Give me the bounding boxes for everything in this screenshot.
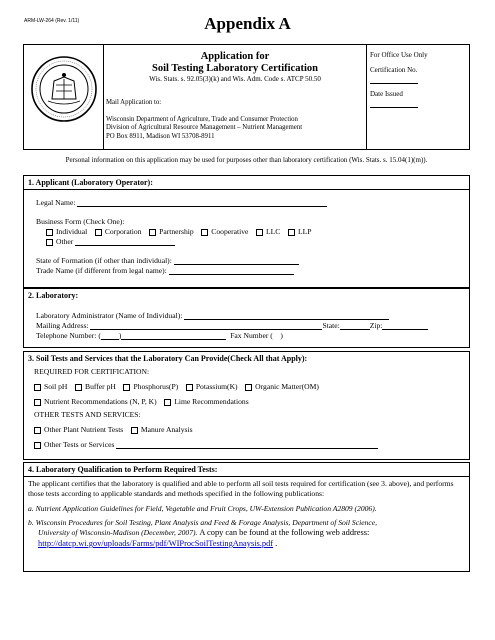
section-soil-tests	[23, 351, 470, 460]
mail-line3: PO Box 8911, Madison WI 53708-8911	[106, 132, 215, 140]
state-seal-icon	[30, 55, 98, 123]
llc-label: LLC	[266, 227, 281, 236]
llp-label: LLP	[297, 227, 312, 236]
section4-title: 4. Laboratory Qualification to Perform Required Tests:	[24, 463, 469, 477]
mail-line1: Wisconsin Department of Agriculture, Trade and Consumer Protection	[106, 115, 298, 123]
corporation-checkbox[interactable]	[95, 229, 102, 236]
lime-rec-checkbox[interactable]	[164, 399, 171, 406]
buffer-ph-label: Buffer pH	[85, 382, 116, 391]
manure-label: Manure Analysis	[140, 425, 193, 434]
mail-label: Mail Application to:	[106, 99, 162, 106]
other-field[interactable]	[75, 237, 175, 246]
mail-line2: Division of Agricultural Resource Management – Nutrient Management	[106, 124, 303, 131]
date-issued-label: Date Issued	[370, 90, 403, 98]
individual-label: Individual	[56, 227, 88, 236]
other-plant-label: Other Plant Nutrient Tests	[44, 425, 124, 434]
administrator-label: Laboratory Administrator (Name of Individual):	[36, 311, 183, 320]
legal-name-label: Legal Name:	[36, 198, 76, 207]
header-box	[23, 44, 470, 150]
cooperative-label: Cooperative	[211, 227, 249, 236]
partnership-label: Partnership	[159, 227, 194, 236]
trade-name-field[interactable]	[169, 266, 294, 275]
section-laboratory: 2. Laboratory: Laboratory Administrator (Name of Individual): Mailing Address: State: Zip: Telephone Number: ( ) Fax Number ( )	[23, 288, 470, 348]
publication-b-line2: University of Wisconsin-Madison (December, 2007).	[38, 528, 198, 537]
lime-rec-label: Lime Recommendations	[174, 397, 249, 406]
potassium-checkbox[interactable]	[186, 384, 193, 391]
zip-label: Zip:	[369, 321, 383, 330]
other-services-field[interactable]	[116, 440, 378, 449]
phone-field[interactable]	[121, 331, 226, 340]
state-field[interactable]	[340, 321, 370, 330]
form-id: ARM-LW-264 (Rev. 1/11)	[24, 18, 80, 24]
cert-no-label: Certification No.	[370, 66, 418, 74]
office-use-label: For Office Use Only	[370, 51, 428, 59]
fax-label: Fax Number	[230, 331, 269, 340]
mail-address-block	[106, 99, 364, 141]
phosphorus-checkbox[interactable]	[123, 384, 130, 391]
cert-no-field[interactable]	[370, 75, 418, 84]
corporation-label: Corporation	[104, 227, 142, 236]
business-form-options	[46, 227, 311, 236]
buffer-ph-checkbox[interactable]	[75, 384, 82, 391]
publication-b-line1: b. Wisconsin Procedures for Soil Testing, Plant Analysis and Feed & Forage Analysis, Department of Soil Science,	[28, 518, 377, 527]
state-formation-label: State of Formation (if other than individual):	[36, 256, 172, 265]
mailing-address-field[interactable]	[90, 321, 322, 330]
llp-checkbox[interactable]	[288, 229, 295, 236]
form-title-line1: Application for	[200, 51, 270, 62]
legal-name-field[interactable]	[77, 198, 327, 207]
organic-matter-checkbox[interactable]	[245, 384, 252, 391]
mailing-address-label: Mailing Address:	[36, 321, 89, 330]
publication-a: a. Nutrient Application Guidelines for Field, Vegetable and Fruit Crops, UW-Extension Publication A2809 (2006).	[28, 504, 377, 513]
date-issued-field[interactable]	[370, 99, 418, 108]
nutrient-rec-checkbox[interactable]	[34, 399, 41, 406]
business-form-label: Business Form (Check One):	[36, 217, 125, 226]
other-label: Other	[56, 237, 74, 246]
soil-ph-label: Soil pH	[44, 382, 68, 391]
privacy-notice: Personal information on this application may be used for purposes other than laboratory certification (Wis. Stats. s. 15.04(1)(m)).	[65, 156, 428, 164]
state-formation-field[interactable]	[174, 256, 299, 265]
publication-b-tail: A copy can be found at the following web address:	[199, 528, 370, 537]
section-qualification: 4. Laboratory Qualification to Perform Required Tests: The applicant certifies that the laboratory is qualified and able to perform all soil tests required for certification (see 3. above), and performs those tests according to applicable standards and methods specified in the following publications: a. Nutrient Application Guidelines for Field, Vegetable and Fruit Crops, UW-Extension Publication A2809 (2006). b. Wisconsin Procedures for Soil Testing, Plant Analysis and Feed & Forage Analysis, Department of Soil Science, University of Wisconsin-Madison (December, 2007). A copy can be found at the following web address: http://datcp.wi.gov/uploads/Farms/pdf/WIProcSoilTestingAnaysis.pdf .	[23, 462, 470, 572]
section2-title: 2. Laboratory:	[28, 291, 79, 300]
trade-name-label: Trade Name (if different from legal name):	[36, 266, 167, 275]
qualification-paragraph: The applicant certifies that the laboratory is qualified and able to perform all soil tests required for certification (see 3. above), and performs those tests according to applicable standards and methods specified in the following publications:	[28, 479, 454, 498]
state-label: State:	[322, 321, 340, 330]
section1-title: 1. Applicant (Laboratory Operator):	[24, 176, 469, 190]
form-title-line2: Soil Testing Laboratory Certification	[152, 63, 318, 74]
other-plant-checkbox[interactable]	[34, 427, 41, 434]
publication-link[interactable]: http://datcp.wi.gov/uploads/Farms/pdf/WIProcSoilTestingAnaysis.pdf	[38, 539, 274, 548]
soil-ph-checkbox[interactable]	[34, 384, 41, 391]
telephone-label: Telephone Number:	[36, 331, 97, 340]
administrator-field[interactable]	[184, 311, 389, 320]
office-use-block	[370, 51, 468, 114]
organic-matter-label: Organic Matter(OM)	[255, 382, 319, 391]
statute-reference: Wis. Stats. s. 92.05(3)(k) and Wis. Adm. Code s. ATCP 50.50	[149, 75, 321, 83]
other-services-checkbox[interactable]	[34, 442, 41, 449]
other-services-label: Other Tests or Services	[44, 440, 115, 449]
required-heading: REQUIRED FOR CERTIFICATION:	[34, 367, 150, 376]
other-checkbox[interactable]	[46, 239, 53, 246]
appendix-title: Appendix A	[204, 14, 291, 33]
phone-area-field[interactable]	[101, 331, 119, 340]
required-options	[34, 382, 319, 391]
individual-checkbox[interactable]	[46, 229, 53, 236]
section3-title: 3. Soil Tests and Services that the Laboratory Can Provide(Check All that Apply):	[28, 354, 308, 363]
section-applicant	[23, 175, 470, 288]
potassium-label: Potassium(K)	[195, 382, 238, 391]
manure-checkbox[interactable]	[131, 427, 138, 434]
nutrient-rec-label: Nutrient Recommendations (N, P, K)	[44, 397, 157, 406]
llc-checkbox[interactable]	[256, 229, 263, 236]
cooperative-checkbox[interactable]	[201, 229, 208, 236]
phosphorus-label: Phosphorus(P)	[133, 382, 179, 391]
zip-field[interactable]	[382, 321, 428, 330]
partnership-checkbox[interactable]	[149, 229, 156, 236]
other-tests-heading: OTHER TESTS AND SERVICES:	[34, 410, 141, 419]
